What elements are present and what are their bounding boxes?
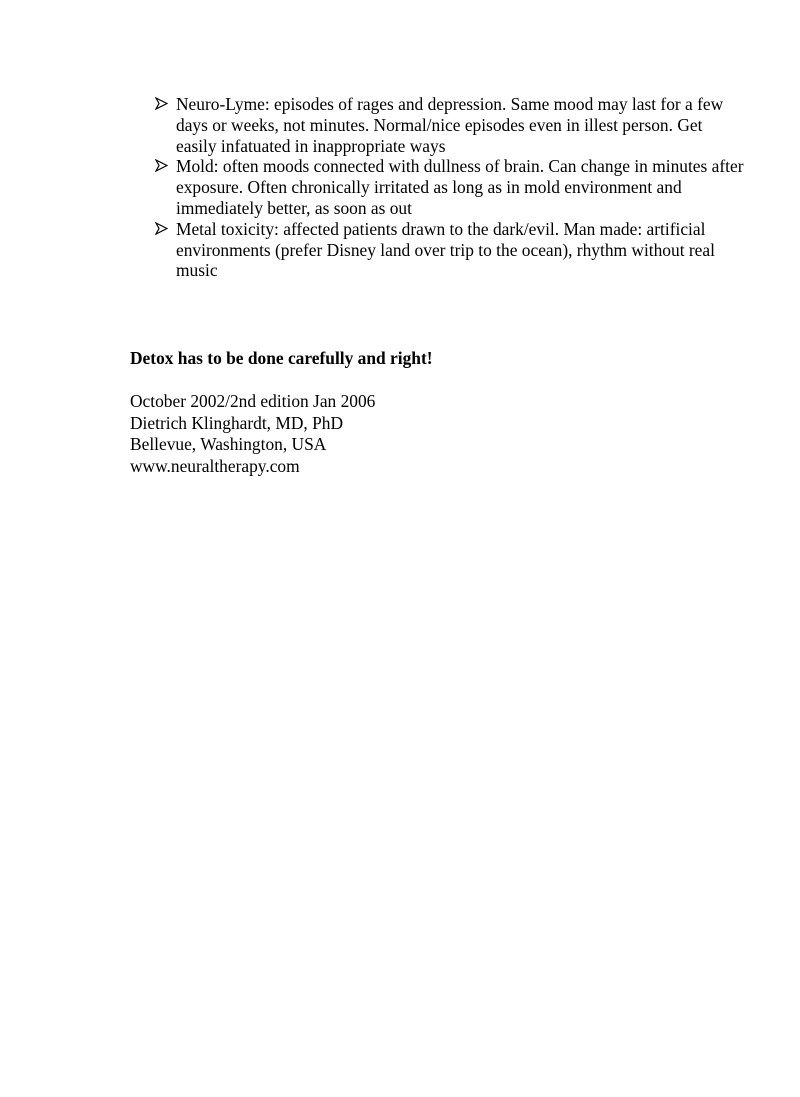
list-item-text: Neuro-Lyme: episodes of rages and depression. Same mood may last for a few days or weeks, not minutes. Normal/nice episodes even in illest person. Get easily infatuated in inappropriate ways	[176, 94, 724, 156]
arrowhead-bullet-icon	[155, 94, 168, 115]
list-item-neuro-lyme	[155, 94, 745, 156]
author-name: Dietrich Klinghardt, MD, PhD	[130, 412, 344, 433]
arrowhead-bullet-icon	[155, 156, 168, 177]
arrowhead-bullet-icon	[155, 219, 168, 240]
list-item-text: Metal toxicity: affected patients drawn to the dark/evil. Man made: artificial environments (prefer Disney land over trip to the ocean), rhythm without real music	[176, 218, 715, 281]
symptom-list	[155, 94, 745, 281]
author-location: Bellevue, Washington, USA	[130, 434, 327, 454]
list-item-text: Mold: often moods connected with dullness of brain. Can change in minutes after exposure. Often chronically irritated as long as in mold environment and immediately better, as soon as out	[176, 156, 744, 218]
author-info	[130, 391, 375, 477]
list-item-metal-toxicity	[155, 219, 745, 281]
detox-heading: Detox has to be done carefully and right!	[130, 348, 433, 368]
list-item-mold	[155, 156, 745, 218]
edition-date: October 2002/2nd edition Jan 2006	[130, 391, 376, 411]
website-link[interactable]: www.neuraltherapy.com	[130, 455, 300, 476]
